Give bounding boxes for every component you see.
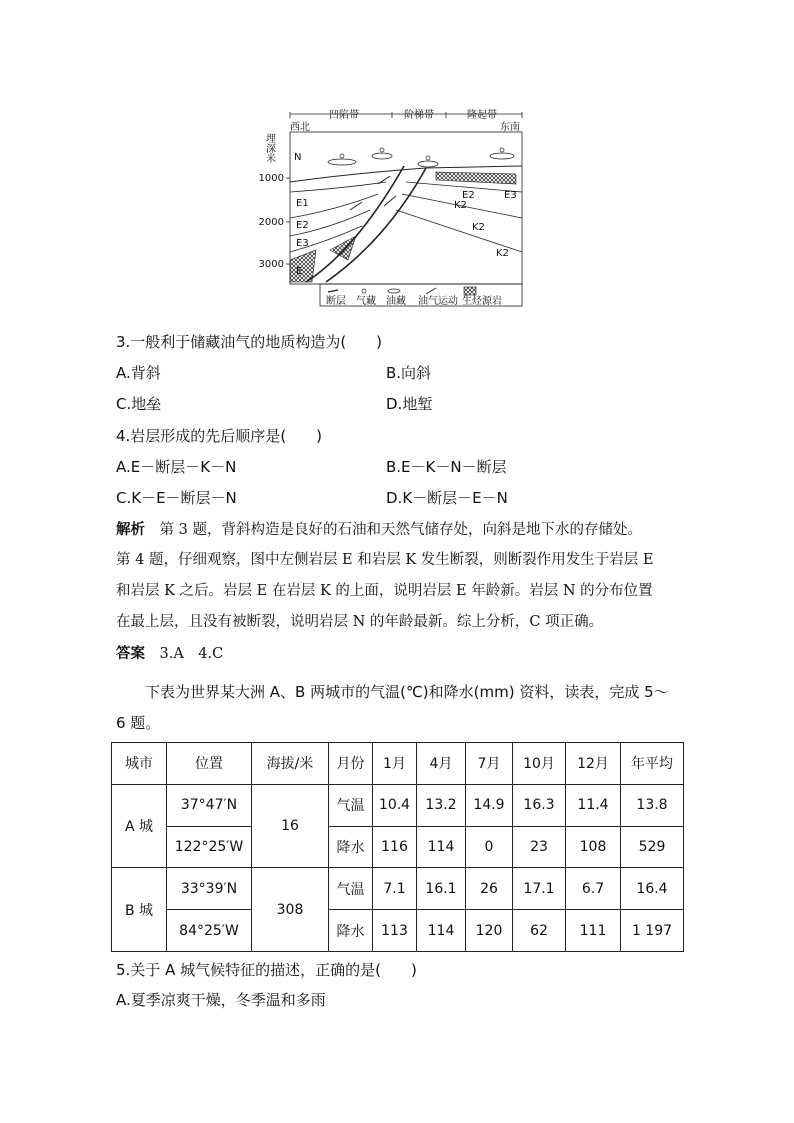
city-b-prec-jul: 120 (466, 910, 513, 952)
geology-cross-section-figure (258, 110, 526, 310)
city-a-prec-jul: 0 (466, 826, 513, 868)
city-b-prec-annual: 1 197 (621, 910, 684, 952)
question-3-stem: 3.一般利于储藏油气的地质构造为( ) (116, 333, 383, 351)
city-b-temp-jan: 7.1 (373, 868, 417, 910)
stratum-label-k2-b: K2 (472, 222, 485, 233)
table-row (112, 826, 684, 868)
depth-label-1: 埋 (266, 134, 276, 145)
city-b-prec-oct: 62 (513, 910, 566, 952)
stratum-label-e2-right: E2 (462, 190, 475, 201)
header-oct: 10月 (513, 743, 566, 785)
city-a-temp-label: 气温 (329, 784, 373, 826)
city-a-prec-dec: 108 (566, 826, 621, 868)
table-intro-line-1: 下表为世界某大洲 A、B 两城市的气温(℃)和降水(mm) 资料，读表，完成 5～ (145, 683, 669, 701)
city-a-lon: 122°25′W (167, 826, 252, 868)
city-b-lon: 84°25′W (167, 910, 252, 952)
city-a-temp-oct: 16.3 (513, 784, 566, 826)
header-annual: 年平均 (621, 743, 684, 785)
city-b-temp-annual: 16.4 (621, 868, 684, 910)
city-a-temp-jul: 14.9 (466, 784, 513, 826)
header-jul: 7月 (466, 743, 513, 785)
city-a-lat: 37°47′N (167, 784, 252, 826)
table-header-row (112, 743, 684, 785)
table-row (112, 868, 684, 910)
answer-label: 答案 (116, 645, 145, 662)
legend-migration: 油气运动 (418, 296, 458, 307)
depth-tick-2000: 2000 (258, 217, 284, 228)
answer-line (116, 644, 223, 664)
depth-label-2: 深 (266, 144, 276, 155)
question-5-stem: 5.关于 A 城气候特征的描述，正确的是( ) (116, 961, 417, 979)
table-row (112, 784, 684, 826)
city-a-name: A 城 (112, 784, 167, 868)
direction-northwest: 西北 (290, 122, 310, 133)
city-a-temp-jan: 10.4 (373, 784, 417, 826)
city-a-prec-oct: 23 (513, 826, 566, 868)
climate-table (111, 742, 684, 952)
direction-southeast: 东南 (500, 122, 520, 133)
city-a-temp-apr: 13.2 (417, 784, 466, 826)
header-jan: 1月 (373, 743, 417, 785)
analysis-text-1: 第 3 题，背斜构造是良好的石油和天然气储存处，向斜是地下水的存储处。 (145, 522, 642, 538)
city-a-temp-annual: 13.8 (621, 784, 684, 826)
question-3-option-c: C.地垒 (116, 395, 162, 413)
question-4-option-d: D.K－断层－E－N (386, 489, 508, 507)
city-a-altitude: 16 (252, 784, 329, 868)
question-4-option-a: A.E－断层－K－N (116, 458, 237, 476)
question-4-option-c: C.K－E－断层－N (116, 489, 237, 507)
header-month: 月份 (329, 743, 373, 785)
city-b-temp-label: 气温 (329, 868, 373, 910)
header-location: 位置 (167, 743, 252, 785)
stratum-label-n: N (294, 152, 302, 163)
depth-tick-3000: 3000 (258, 259, 284, 270)
question-3-option-a: A.背斜 (116, 364, 161, 382)
header-apr: 4月 (417, 743, 466, 785)
table-row (112, 910, 684, 952)
analysis-line-3: 和岩层 K 之后。岩层 E 在岩层 K 的上面，说明岩层 E 年龄新。岩层 N 的分布位置 (116, 583, 653, 599)
city-a-temp-dec: 11.4 (566, 784, 621, 826)
legend-fault: 断层 (326, 296, 346, 307)
header-dec: 12月 (566, 743, 621, 785)
city-b-prec-apr: 114 (417, 910, 466, 952)
stratum-label-k2-a: K2 (454, 200, 467, 211)
city-a-prec-apr: 114 (417, 826, 466, 868)
analysis-line-1 (116, 520, 642, 540)
city-b-prec-dec: 111 (566, 910, 621, 952)
question-4-option-b: B.E－K－N－断层 (386, 458, 507, 476)
analysis-label: 解析 (116, 521, 145, 538)
zone-label-uplift: 隆起带 (467, 110, 497, 121)
city-b-prec-jan: 113 (373, 910, 417, 952)
question-5-option-a: A.夏季凉爽干燥，冬季温和多雨 (116, 991, 326, 1009)
city-b-temp-oct: 17.1 (513, 868, 566, 910)
legend-gas-reservoir: 气藏 (356, 296, 376, 307)
analysis-line-2: 第 4 题，仔细观察，图中左侧岩层 E 和岩层 K 发生断裂，则断裂作用发生于岩层 E (116, 552, 654, 568)
city-b-altitude: 308 (252, 868, 329, 952)
city-b-temp-jul: 26 (466, 868, 513, 910)
zone-label-step: 阶梯带 (404, 110, 434, 121)
city-b-prec-label: 降水 (329, 910, 373, 952)
header-altitude: 海拔/米 (252, 743, 329, 785)
analysis-line-4: 在最上层，且没有被断裂，说明岩层 N 的年龄最新。综上分析，C 项正确。 (116, 614, 604, 630)
table-intro-line-2: 6 题。 (116, 714, 161, 732)
city-a-prec-jan: 116 (373, 826, 417, 868)
question-4-stem: 4.岩层形成的先后顺序是( ) (116, 427, 323, 445)
city-a-prec-label: 降水 (329, 826, 373, 868)
stratum-label-k2-c: K2 (496, 248, 509, 259)
depth-label-3: 米 (266, 154, 276, 165)
stratum-label-e2: E2 (296, 220, 309, 231)
city-a-prec-annual: 529 (621, 826, 684, 868)
question-3-option-d: D.地堑 (386, 395, 433, 413)
zone-label-depression: 凹陷带 (329, 110, 359, 121)
legend-source-rock: 生烃源岩 (462, 296, 502, 307)
legend-oil-reservoir: 油藏 (386, 296, 406, 307)
question-3-option-b: B.向斜 (386, 364, 432, 382)
stratum-label-e1: E1 (296, 198, 309, 209)
city-b-lat: 33°39′N (167, 868, 252, 910)
stratum-label-e: E (296, 266, 303, 277)
stratum-label-e3: E3 (296, 238, 309, 249)
city-b-temp-apr: 16.1 (417, 868, 466, 910)
city-b-temp-dec: 6.7 (566, 868, 621, 910)
stratum-label-e3-right: E3 (504, 190, 517, 201)
answer-value: 3.A 4.C (145, 646, 224, 662)
header-city: 城市 (112, 743, 167, 785)
city-b-name: B 城 (112, 868, 167, 952)
depth-tick-1000: 1000 (258, 173, 284, 184)
